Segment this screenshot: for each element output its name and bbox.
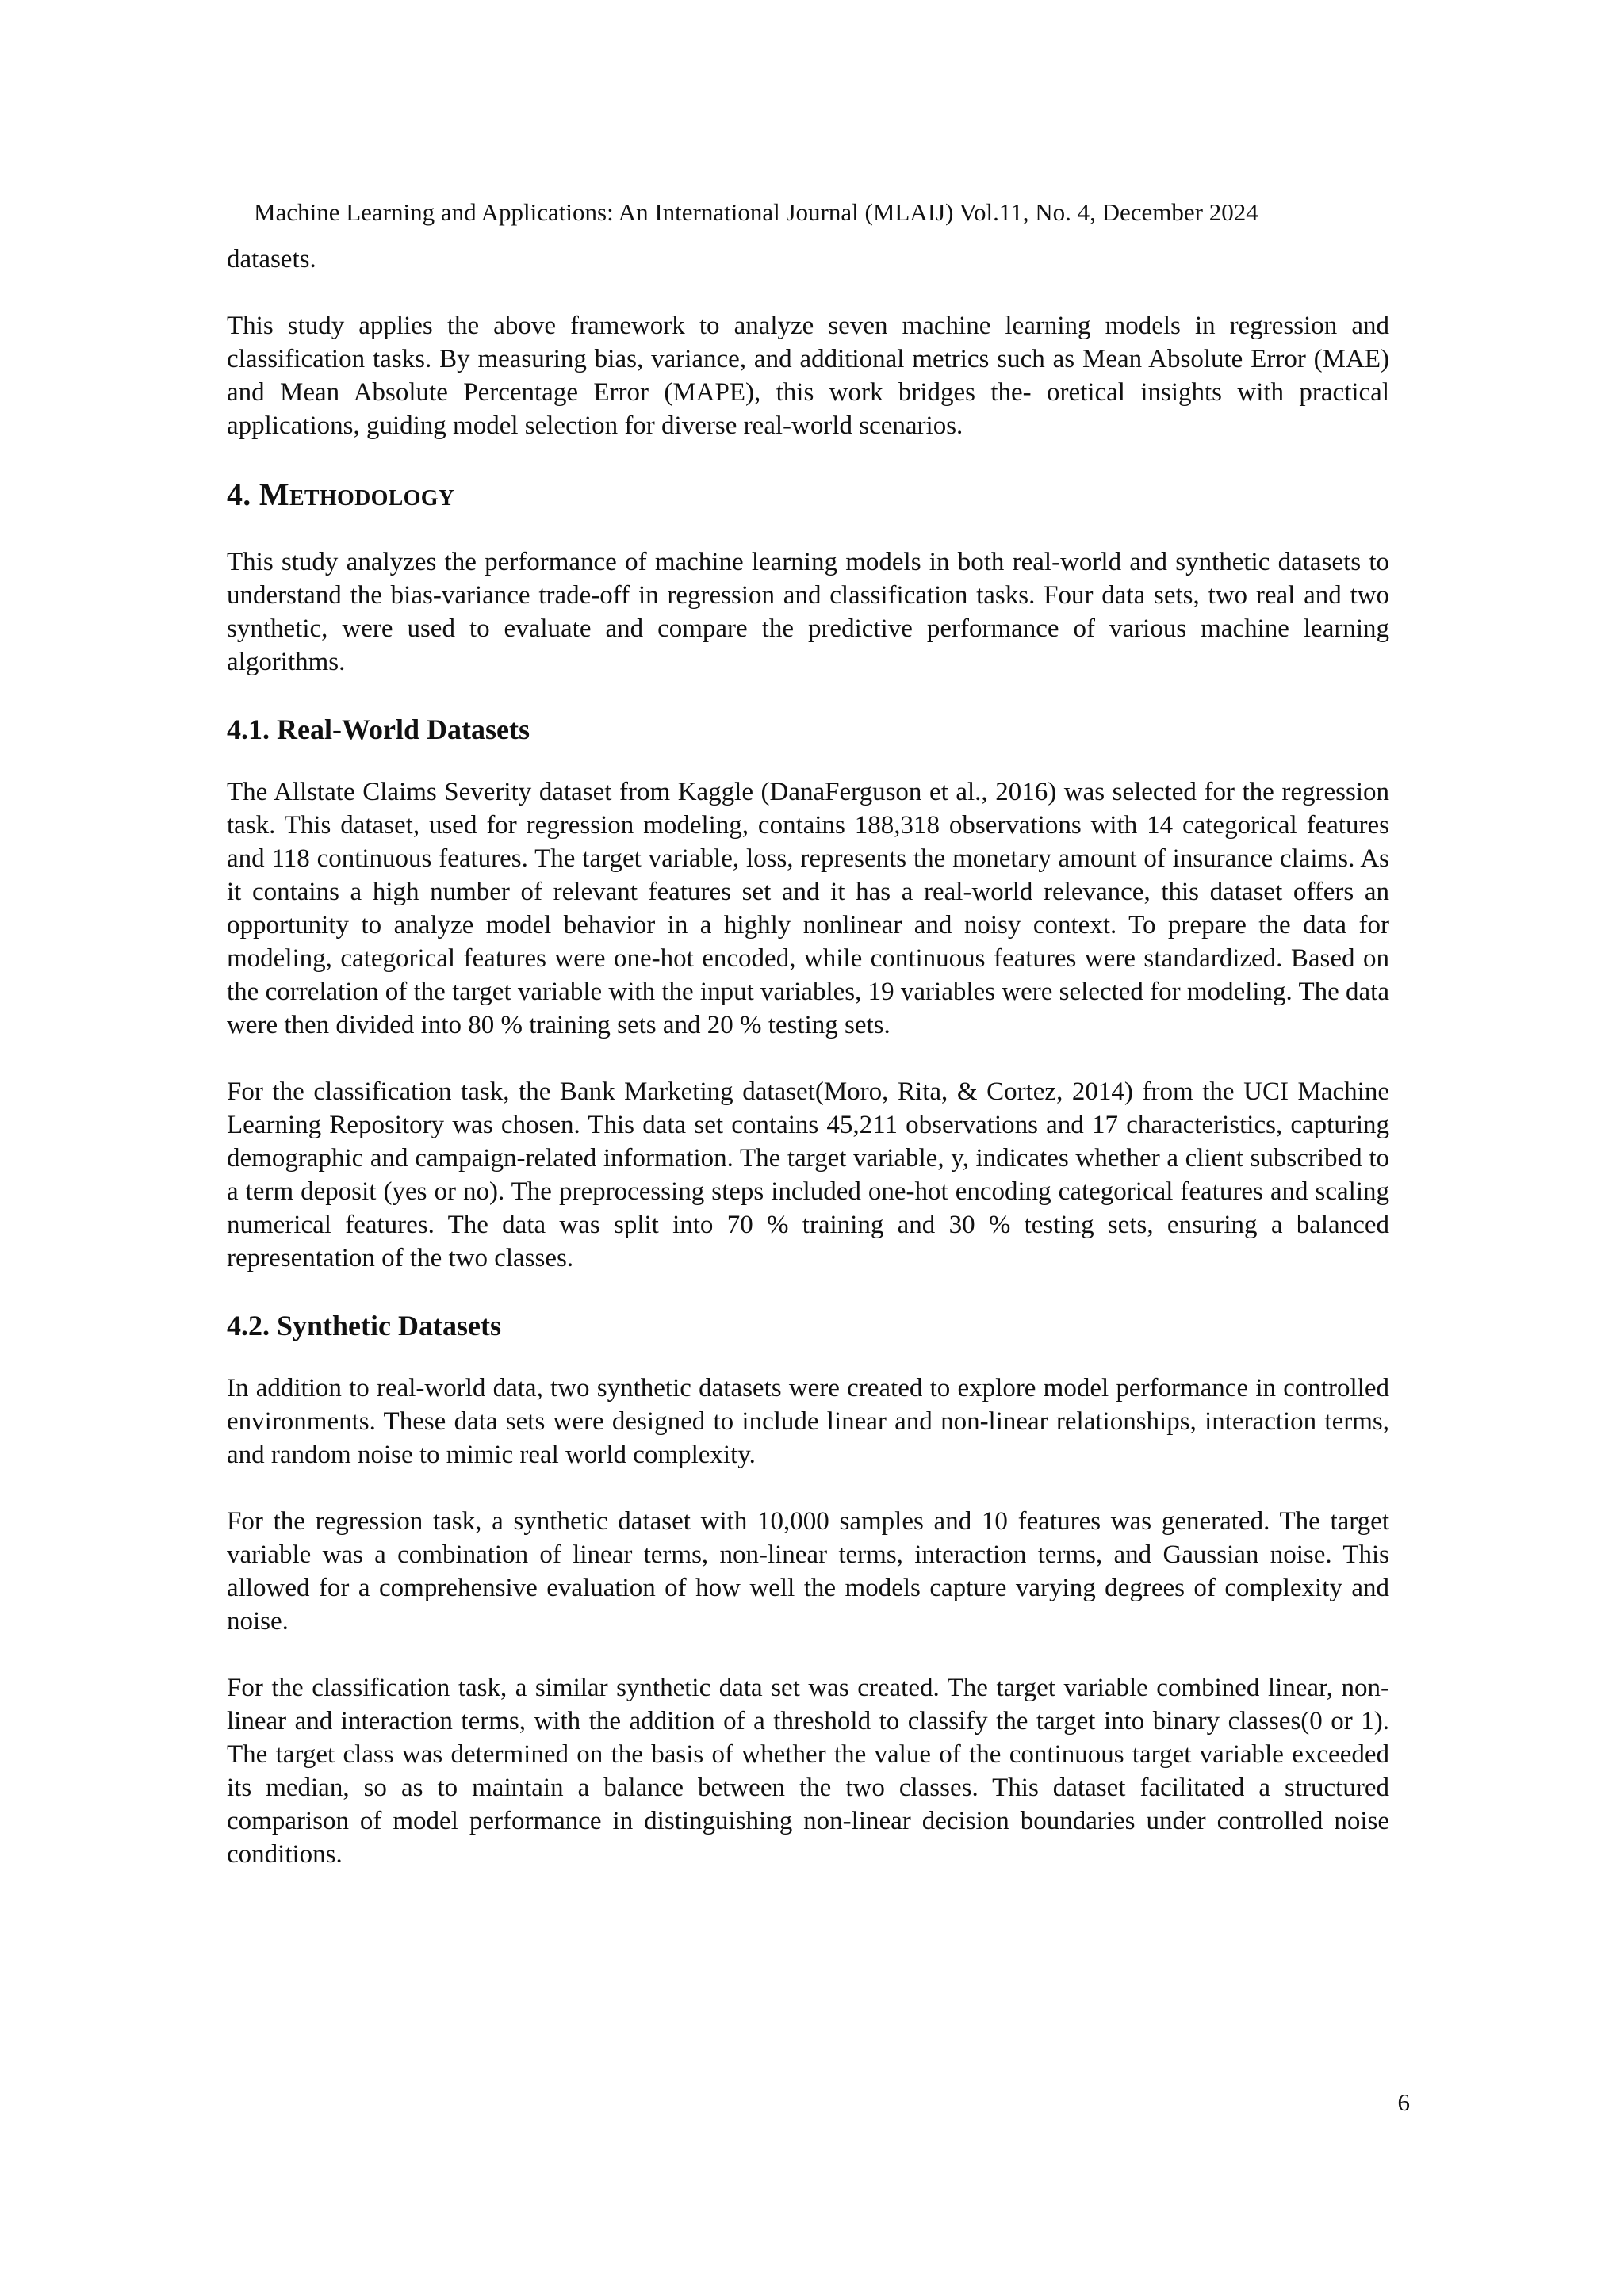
subsection-heading-synthetic-datasets: 4.2. Synthetic Datasets bbox=[227, 1310, 501, 1341]
continued-paragraph: datasets. bbox=[227, 245, 316, 274]
paragraph-framework-summary: This study applies the above framework to analyze seven machine learning models in regression and classification tasks. By measuring bias, variance, and additional metrics such as Mean Absolute Error (MAE) and Mean Absolute Percentage Error (MAPE), this work bridges the- oretical insights with practical applications, guiding model selection for diverse real-world scenarios. bbox=[227, 312, 1389, 440]
section-heading-methodology: 4. Methodology bbox=[227, 476, 455, 512]
page-number: 6 bbox=[1397, 2088, 1410, 2116]
paragraph-synthetic-intro: In addition to real-world data, two synthetic datasets were created to explore model performance in controlled environments. These data sets were designed to include linear and non-linear relationships, interaction terms, and random noise to mimic real world complexity. bbox=[227, 1374, 1389, 1469]
paragraph-synthetic-regression: For the regression task, a synthetic dataset with 10,000 samples and 10 features was generated. The target variable was a combination of linear terms, non-linear terms, interaction terms, and Gaussian noise. This allowed for a comprehensive evaluation of how well the models capture varying degrees of complexity and noise. bbox=[227, 1507, 1389, 1636]
running-header: Machine Learning and Applications: An International Journal (MLAIJ) Vol.11, No. 4, December 2024 bbox=[254, 198, 1258, 226]
paragraph-synthetic-classification: For the classification task, a similar synthetic data set was created. The target variable combined linear, non-linear and interaction terms, with the addition of a threshold to classify the target into binary classes(0 or 1). The target class was determined on the basis of whether the value of the continuous target variable exceeded its median, so as to maintain a balance between the two classes. This dataset facilitated a structured comparison of model performance in distinguishing non-linear decision boundaries under controlled noise conditions. bbox=[227, 1674, 1389, 1869]
paragraph-bank-marketing-dataset: For the classification task, the Bank Marketing dataset(Moro, Rita, & Cortez, 2014) from the UCI Machine Learning Repository was chosen. This data set contains 45,211 observations and 17 characteristics, capturing demographic and campaign-related information. The target variable, y, indicates whether a client subscribed to a term deposit (yes or no). The preprocessing steps included one-hot encoding categorical features and scaling numerical features. The data was split into 70 % training and 30 % testing sets, ensuring a balanced representation of the two classes. bbox=[227, 1077, 1389, 1272]
paragraph-methodology-intro: This study analyzes the performance of machine learning models in both real-world and synthetic datasets to understand the bias-variance trade-off in regression and classification tasks. Four data sets, two real and two synthetic, were used to evaluate and compare the predictive performance of various machine learning algorithms. bbox=[227, 548, 1389, 676]
subsection-heading-real-world-datasets: 4.1. Real-World Datasets bbox=[227, 714, 530, 745]
paragraph-allstate-dataset: The Allstate Claims Severity dataset from Kaggle (DanaFerguson et al., 2016) was selected for the regression task. This dataset, used for regression modeling, contains 188,318 observations with 14 categorical features and 118 continuous features. The target variable, loss, represents the monetary amount of insurance claims. As it contains a high number of relevant features set and it has a real-world relevance, this dataset offers an opportunity to analyze model behavior in a highly nonlinear and noisy context. To prepare the data for modeling, categorical features were one-hot encoded, while continuous features were standardized. Based on the correlation of the target variable with the input variables, 19 variables were selected for modeling. The data were then divided into 80 % training sets and 20 % testing sets. bbox=[227, 778, 1389, 1039]
page-body bbox=[227, 243, 1389, 1871]
